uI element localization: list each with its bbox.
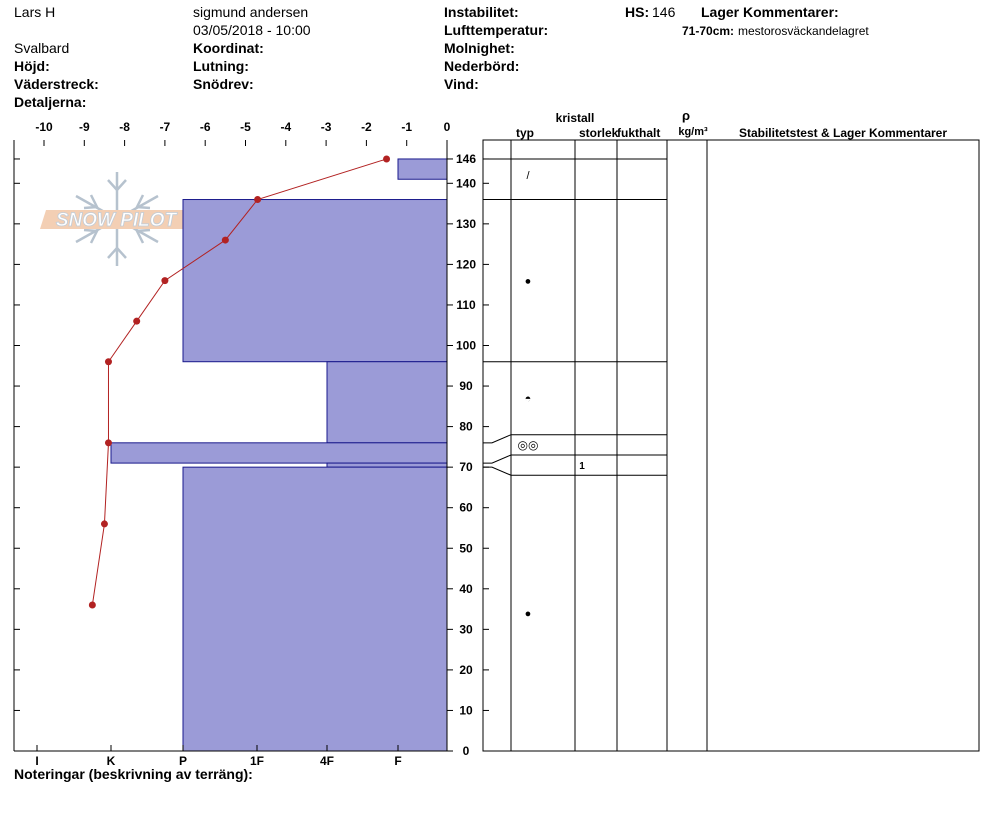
height-tick-label: 10 (459, 703, 473, 718)
observer-name: Lars H (14, 4, 56, 20)
height-tick-label: 50 (459, 541, 473, 556)
header-kristall: kristall (555, 111, 595, 125)
temperature-point (383, 155, 390, 162)
label-vind: Vind: (444, 76, 479, 92)
height-tick-label: 20 (459, 662, 473, 677)
height-tick-label: 120 (455, 257, 477, 272)
temp-tick-label: -10 (35, 120, 53, 134)
hardness-layer (327, 463, 447, 467)
grain-size-value: 1 (579, 461, 585, 473)
grain-type-symbol: / (526, 170, 530, 183)
observation-datetime: 03/05/2018 - 10:00 (193, 22, 311, 38)
layer-comment-text: mestorosväckandelagret (738, 24, 869, 38)
grain-type-symbol: ◓ (524, 393, 532, 406)
header-stability: Stabilitetstest & Lager Kommentarer (738, 126, 948, 140)
hardness-tick-label: I (35, 754, 39, 768)
hardness-tick-label: 4F (319, 754, 335, 768)
layer-connector (483, 455, 511, 463)
label-nederbord: Nederbörd: (444, 58, 520, 74)
label-lufttemperatur: Lufttemperatur: (444, 22, 549, 38)
temperature-point (105, 358, 112, 365)
temp-tick-label: -5 (240, 120, 251, 134)
layer-comment-range: 71-70cm: (682, 24, 735, 38)
grain-type-symbol: ● (524, 275, 532, 288)
snowpilot-logo (40, 172, 192, 266)
temp-tick-label: -2 (361, 120, 372, 134)
label-koordinat: Koordinat: (193, 40, 264, 56)
hardness-tick-label: K (106, 754, 116, 768)
hs-value: 146 (652, 4, 676, 20)
logo-text: SNOW PILOT (55, 210, 177, 231)
height-tick-label: 110 (456, 297, 476, 312)
temp-tick-label: -4 (280, 120, 292, 134)
grain-type-symbol: ● (524, 608, 532, 621)
temperature-point (101, 520, 108, 527)
author-name: sigmund andersen (193, 4, 309, 20)
label-detaljerna: Detaljerna: (14, 94, 87, 110)
label-instabilitet: Instabilitet: (444, 4, 519, 20)
temperature-point (133, 318, 140, 325)
temp-tick-label: -7 (159, 120, 171, 134)
temp-tick-label: -3 (320, 120, 332, 134)
temp-tick-label: -1 (401, 120, 413, 134)
temperature-point (254, 196, 261, 203)
height-tick-label: 30 (459, 622, 473, 637)
hardness-layer (327, 362, 447, 443)
temperature-point (222, 237, 229, 244)
hardness-layer (111, 443, 447, 463)
header-rho: ρ (681, 108, 691, 123)
grain-type-symbol: ◎◎ (517, 437, 539, 452)
header-fukthalt: fukthalt (617, 126, 661, 140)
hardness-tick-label: P (178, 754, 188, 768)
height-tick-label: 60 (459, 500, 473, 515)
label-snodrev: Snödrev: (193, 76, 254, 92)
header-storlek: storlek (579, 126, 619, 140)
label-lutning: Lutning: (193, 58, 249, 74)
hardness-tick-label: 1F (249, 754, 265, 768)
location: Svalbard (14, 40, 70, 56)
temp-tick-label: -8 (119, 120, 130, 134)
header-density-unit: kg/m³ (678, 126, 708, 138)
temperature-point (105, 439, 112, 446)
label-molnighet: Molnighet: (444, 40, 515, 56)
height-tick-label: 130 (455, 216, 477, 231)
notes-label: Noteringar (beskrivning av terräng): (14, 766, 253, 782)
height-tick-label: 146 (455, 151, 477, 166)
temp-tick-label: 0 (443, 120, 451, 134)
height-tick-label: 70 (459, 460, 473, 475)
temperature-point (89, 602, 96, 609)
layer-table-frame (483, 140, 979, 751)
layer-connector (483, 467, 511, 475)
hardness-layer (398, 159, 447, 179)
label-vaderstreck: Väderstreck: (14, 76, 99, 92)
height-tick-label: 140 (455, 176, 477, 191)
header-typ: typ (516, 126, 534, 140)
hardness-layer (183, 200, 447, 362)
label-lager-kommentarer: Lager Kommentarer: (701, 4, 839, 20)
height-tick-label: 80 (459, 419, 473, 434)
label-hs: HS: (625, 4, 650, 20)
height-tick-label: 100 (455, 338, 477, 353)
hardness-tick-label: F (394, 754, 402, 768)
hardness-layer (183, 467, 447, 751)
height-tick-label: 40 (459, 581, 473, 596)
layer-connector (483, 435, 511, 443)
temp-tick-label: -9 (78, 120, 90, 134)
label-hojd: Höjd: (14, 58, 50, 74)
height-tick-label: 90 (459, 379, 473, 394)
height-tick-label: 0 (462, 744, 470, 758)
temp-tick-label: -6 (199, 120, 211, 134)
temperature-point (161, 277, 168, 284)
